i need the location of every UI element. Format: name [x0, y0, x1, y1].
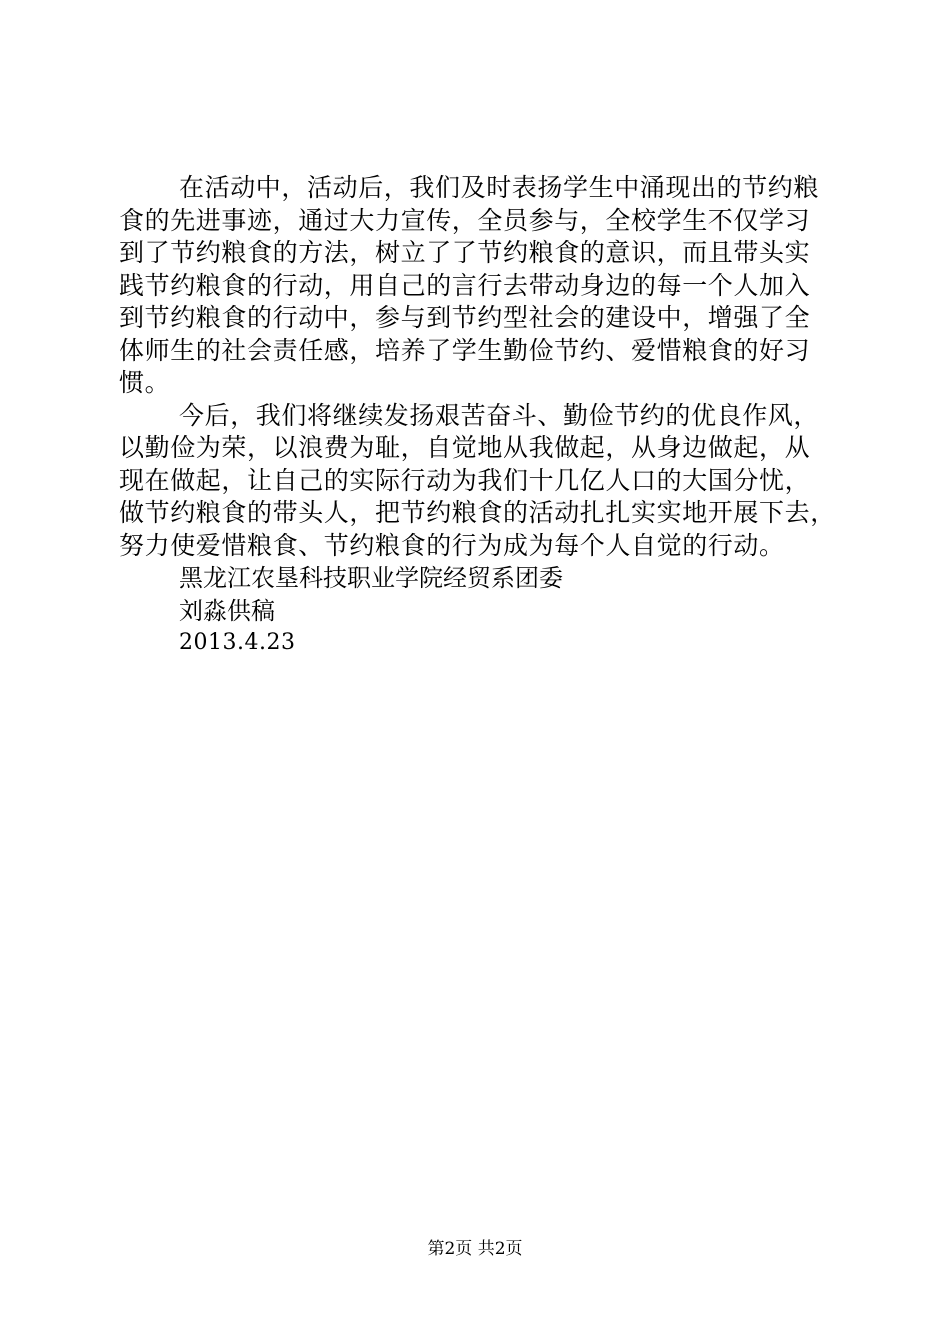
text-line: 体师生的社会责任感，培养了学生勤俭节约、爱惜粮食的好习: [119, 335, 811, 365]
paragraph-future-plans: [119, 400, 839, 563]
text-line: 以勤俭为荣，以浪费为耻，自觉地从我做起，从身边做起，从: [119, 433, 811, 462]
document-body: [119, 172, 839, 660]
signature-block: [119, 562, 839, 660]
signature-date: 2013.4.23: [179, 630, 296, 655]
text-line: 今后，我们将继续发扬艰苦奋斗、勤俭节约的优良作风，: [179, 400, 820, 430]
text-line: 食的先进事迹，通过大力宣传，全员参与，全校学生不仅学习: [119, 205, 811, 235]
page-number-footer: 第2页 共2页: [427, 1239, 523, 1259]
paragraph-activity-summary: [119, 172, 839, 400]
signature-author: 刘淼供稿: [179, 596, 275, 625]
text-line: 现在做起，让自己的实际行动为我们十几亿人口的大国分忧，: [119, 465, 811, 495]
text-line: 到节约粮食的行动中，参与到节约型社会的建设中，增强了全: [119, 303, 811, 332]
text-line: 惯。: [119, 368, 171, 397]
text-line: 到了节约粮食的方法，树立了了节约粮食的意识，而且带头实: [119, 238, 811, 267]
text-line: 在活动中，活动后，我们及时表扬学生中涌现出的节约粮: [179, 173, 820, 202]
text-line: 做节约粮食的带头人，把节约粮食的活动扎扎实实地开展下去，: [119, 498, 836, 527]
signature-organization: 黑龙江农垦科技职业学院经贸系团委: [179, 564, 563, 592]
text-line: 努力使爱惜粮食、节约粮食的行为成为每个人自觉的行动。: [119, 530, 785, 560]
text-line: 践节约粮食的行动，用自己的言行去带动身边的每一个人加入: [119, 270, 811, 300]
